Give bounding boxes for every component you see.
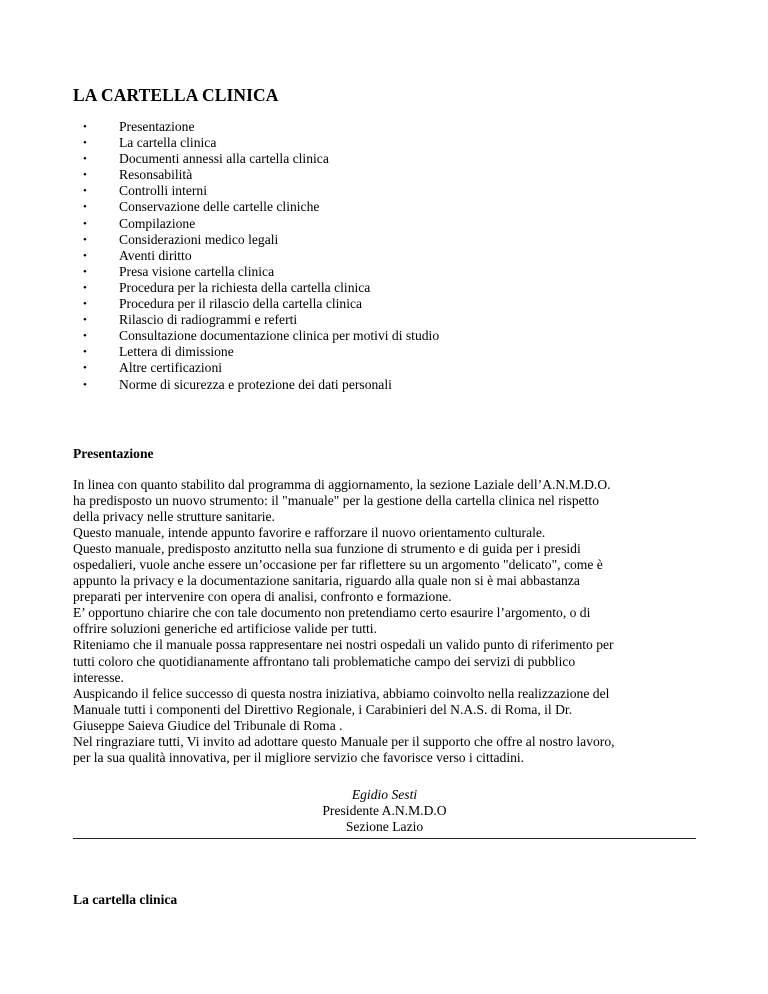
table-of-contents (73, 119, 439, 393)
body-line: Auspicando il felice successo di questa nostra iniziativa, abbiamo coinvolto nella realizzazione del (73, 685, 610, 701)
bullet-icon: • (83, 217, 87, 230)
body-line: Riteniamo che il manuale possa rappresentare nei nostri ospedali un valido punto di riferimento per (73, 637, 614, 653)
toc-item[interactable] (73, 135, 439, 151)
toc-item-label: Altre certificazioni (119, 360, 223, 376)
toc-item-label: Resonsabilità (119, 167, 193, 183)
toc-item[interactable] (73, 296, 439, 312)
bullet-icon: • (83, 265, 87, 278)
body-line: Giuseppe Saieva Giudice del Tribunale di Roma . (73, 717, 343, 733)
bullet-icon: • (83, 249, 87, 262)
signature-block (73, 787, 696, 835)
toc-item[interactable] (73, 199, 439, 215)
toc-item-label: Considerazioni medico legali (119, 231, 279, 247)
toc-item-label: Conservazione delle cartelle cliniche (119, 199, 320, 215)
toc-item-label: La cartella clinica (119, 135, 217, 151)
body-line: Questo manuale, intende appunto favorire e rafforzare il nuovo orientamento culturale. (73, 525, 546, 541)
body-line: appunto la privacy e la documentazione sanitaria, riguardo alla quale non si è mai abbastanza (73, 573, 580, 589)
body-line: ospedalieri, vuole anche essere un’occasione per far riflettere su un argomento "delicato", come è (73, 557, 603, 573)
section-heading-presentazione: Presentazione (73, 446, 154, 461)
section-heading-cartella-clinica: La cartella clinica (73, 892, 178, 907)
toc-item[interactable] (73, 248, 439, 264)
bullet-icon: • (83, 346, 87, 359)
bullet-icon: • (83, 281, 87, 294)
bullet-icon: • (83, 298, 87, 311)
toc-item-label: Presa visione cartella clinica (119, 263, 275, 279)
body-line: Questo manuale, predisposto anzitutto nella sua funzione di strumento e di guida per i presidi (73, 541, 581, 557)
toc-item[interactable] (73, 344, 439, 360)
toc-item[interactable] (73, 377, 439, 393)
bullet-icon: • (83, 314, 87, 327)
toc-item[interactable] (73, 280, 439, 296)
body-line: tutti coloro che quotidianamente affrontano tali problematiche campo dei servizi di pubblico (73, 653, 576, 669)
bullet-icon: • (83, 378, 87, 391)
toc-item-label: Procedura per la richiesta della cartella clinica (119, 279, 371, 295)
toc-item[interactable] (73, 183, 439, 199)
toc-item[interactable] (73, 151, 439, 167)
body-line: preparati per intervenire con opera di analisi, confronto e formazione. (73, 589, 452, 605)
signature-role: Presidente A.N.M.D.O (322, 803, 447, 819)
horizontal-divider (73, 838, 696, 839)
body-line: interesse. (73, 669, 124, 685)
bullet-icon: • (83, 362, 87, 375)
body-line: offrire soluzioni generiche ed artificiose valide per tutti. (73, 621, 377, 637)
body-line: Manuale tutti i componenti del Direttivo Regionale, i Carabinieri del N.A.S. di Roma, il Dr. (73, 701, 573, 717)
toc-item[interactable] (73, 328, 439, 344)
body-line: della privacy nelle strutture sanitarie. (73, 509, 275, 525)
bullet-icon: • (83, 233, 87, 246)
toc-item-label: Consultazione documentazione clinica per motivi di studio (119, 328, 440, 344)
toc-item-label: Procedura per il rilascio della cartella clinica (119, 296, 363, 312)
bullet-icon: • (83, 153, 87, 166)
body-line: Nel ringraziare tutti, Vi invito ad adottare questo Manuale per il supporto che offre al nostro lavoro, (73, 733, 615, 749)
toc-item-label: Documenti annessi alla cartella clinica (119, 151, 329, 167)
bullet-icon: • (83, 330, 87, 343)
body-line: In linea con quanto stabilito dal programma di aggiornamento, la sezione Laziale dell’A.N.M.D.O. (73, 477, 611, 492)
signature-name: Egidio Sesti (351, 787, 418, 802)
bullet-icon: • (83, 185, 87, 198)
toc-item[interactable] (73, 360, 439, 376)
bullet-icon: • (83, 201, 87, 214)
toc-item-label: Rilascio di radiogrammi e referti (119, 312, 298, 328)
toc-item-label: Lettera di dimissione (119, 344, 234, 360)
toc-item-label: Presentazione (119, 119, 195, 134)
bullet-icon: • (83, 169, 87, 182)
toc-item[interactable] (73, 232, 439, 248)
toc-item-label: Norme di sicurezza e protezione dei dati personali (119, 376, 392, 392)
toc-item-label: Compilazione (119, 215, 196, 231)
body-line: per la sua qualità innovativa, per il migliore servizio che favorisce verso i cittadini. (73, 749, 525, 765)
toc-item[interactable] (73, 312, 439, 328)
body-line: E’ opportuno chiarire che con tale documento non pretendiamo certo esaurire l’argomento, o di (73, 605, 591, 621)
document-title: LA CARTELLA CLINICA (73, 85, 279, 105)
bullet-icon: • (83, 121, 87, 133)
presentazione-body (73, 477, 703, 766)
toc-item-label: Controlli interni (119, 183, 207, 199)
body-line: ha predisposto un nuovo strumento: il "manuale" per la gestione della cartella clinica nel rispetto (73, 493, 599, 509)
toc-item[interactable] (73, 167, 439, 183)
signature-section: Sezione Lazio (345, 819, 424, 835)
toc-item[interactable] (73, 119, 439, 135)
toc-item-label: Aventi diritto (119, 247, 192, 263)
bullet-icon: • (83, 137, 87, 150)
toc-item[interactable] (73, 264, 439, 280)
toc-item[interactable] (73, 216, 439, 232)
